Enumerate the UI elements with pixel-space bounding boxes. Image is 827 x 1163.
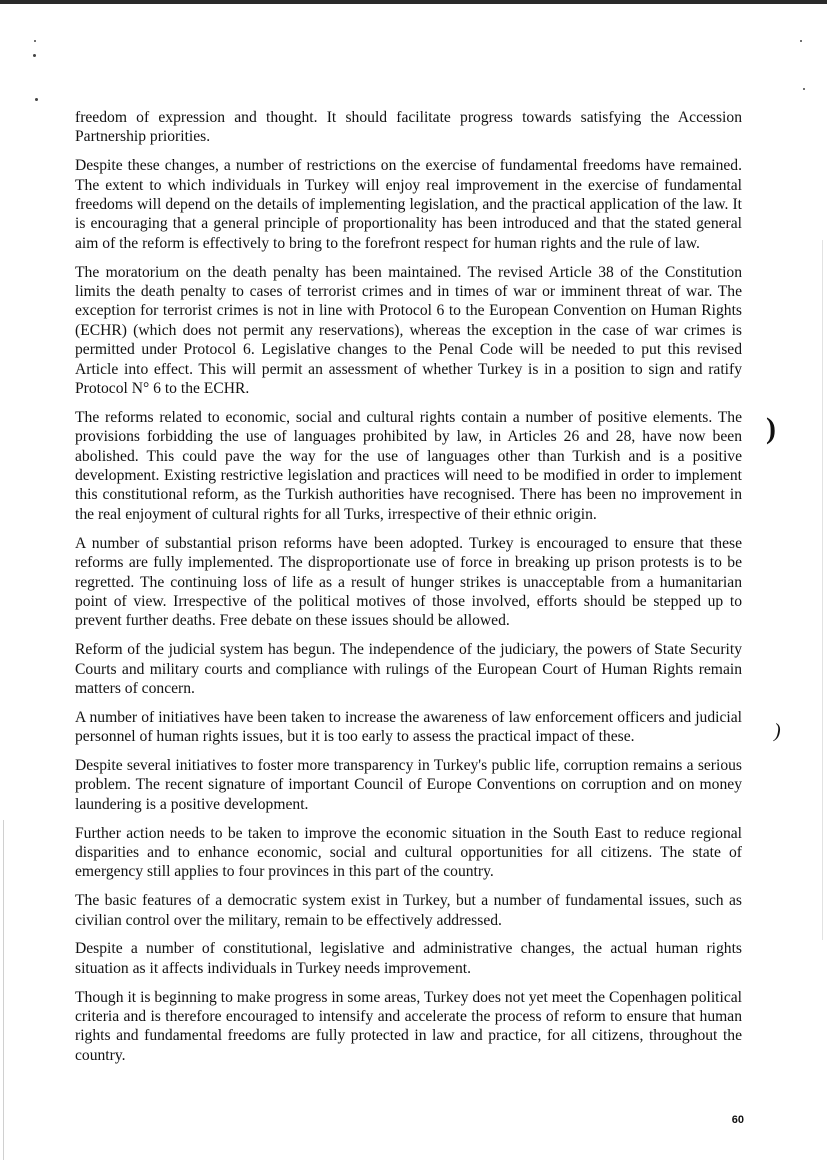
body-text [75,108,742,1075]
paragraph-2: Despite these changes, a number of restrictions on the exercise of fundamental freedoms have remained. The extent to which individuals in Turkey will enjoy real improvement in the exercise of fundamental freedoms will depend on the details of implementing legislation, and the practical application of the law. It is encouraging that a general principle of proportionality has been introduced and that the stated general aim of the reform is effectively to bring to the forefront respect for human rights and the rule of law. [75,157,742,252]
page-number: 60 [731,1114,744,1126]
scan-speck [35,98,38,101]
margin-mark-bracket-small: ) [774,720,781,742]
paragraph-5: A number of substantial prison reforms have been adopted. Turkey is encouraged to ensure that these reforms are fully implemented. The disproportionate use of force in breaking up prison protests is to be regretted. The continuing loss of life as a result of hunger strikes is unacceptable from a humanitarian point of view. Irrespective of the political motives of those involved, efforts should be stepped up to prevent further deaths. Free debate on these issues should be allowed. [75,534,742,630]
paragraph-8: Despite several initiatives to foster more transparency in Turkey's public life, corruption remains a serious problem. The recent signature of important Council of Europe Conventions on corruption and on money laundering is a positive development. [75,756,742,813]
scan-right-edge [822,240,823,940]
scan-speck [800,40,802,42]
paragraph-1: freedom of expression and thought. It should facilitate progress towards satisfying the Accession Partnership priorities. [75,109,742,146]
paragraph-6: Reform of the judicial system has begun. The independence of the judiciary, the powers of State Security Courts and military courts and compliance with rulings of the European Court of Human Rights remain matters of concern. [75,641,742,697]
paragraph-7: A number of initiatives have been taken to increase the awareness of law enforcement officers and judicial personnel of human rights issues, but it is too early to assess the practical impact of these. [75,708,742,746]
margin-mark-bracket: ) [766,412,776,445]
scan-speck [34,40,36,42]
paragraph-10: The basic features of a democratic system exist in Turkey, but a number of fundamental issues, such as civilian control over the military, remain to be effectively addressed. [75,892,742,929]
scan-speck [33,54,36,57]
paragraph-4: The reforms related to economic, social and cultural rights contain a number of positive elements. The provisions forbidding the use of languages prohibited by law, in Articles 26 and 28, have now been abolished. This could pave the way for the use of languages other than Turkish and is a positive development. Existing restrictive legislation and practices will need to be modified in order to implement this constitutional reform, as the Turkish authorities have recognised. There has been no improvement in the real enjoyment of cultural rights for all Turks, irrespective of their ethnic origin. [75,408,742,523]
paragraph-12: Though it is beginning to make progress in some areas, Turkey does not yet meet the Copenhagen political criteria and is therefore encouraged to intensify and accelerate the process of reform to ensure that human rights and fundamental freedoms are fully protected in law and practice, for all citizens, throughout the country. [75,988,742,1064]
paragraph-11: Despite a number of constitutional, legislative and administrative changes, the actual human rights situation as it affects individuals in Turkey needs improvement. [75,940,742,977]
scan-speck [803,88,805,90]
paragraph-3: The moratorium on the death penalty has been maintained. The revised Article 38 of the Constitution limits the death penalty to cases of terrorist crimes and in times of war or imminent threat of war. The exception for terrorist crimes is not in line with Protocol 6 to the European Convention on Human Rights (ECHR) (which does not permit any reservations), whereas the exception in the case of war crimes is permitted under Protocol 6. Legislative changes to the Penal Code will be needed to put this revised Article into effect. This will permit an assessment of whether Turkey is in a position to sign and ratify Protocol N° 6 to the ECHR. [75,263,742,398]
scan-top-border [0,0,827,4]
scan-left-edge [3,820,4,1160]
paragraph-9: Further action needs to be taken to improve the economic situation in the South East to reduce regional disparities and to enhance economic, social and cultural opportunities for all citizens. The state of emergency still applies to four provinces in this part of the country. [75,824,742,881]
